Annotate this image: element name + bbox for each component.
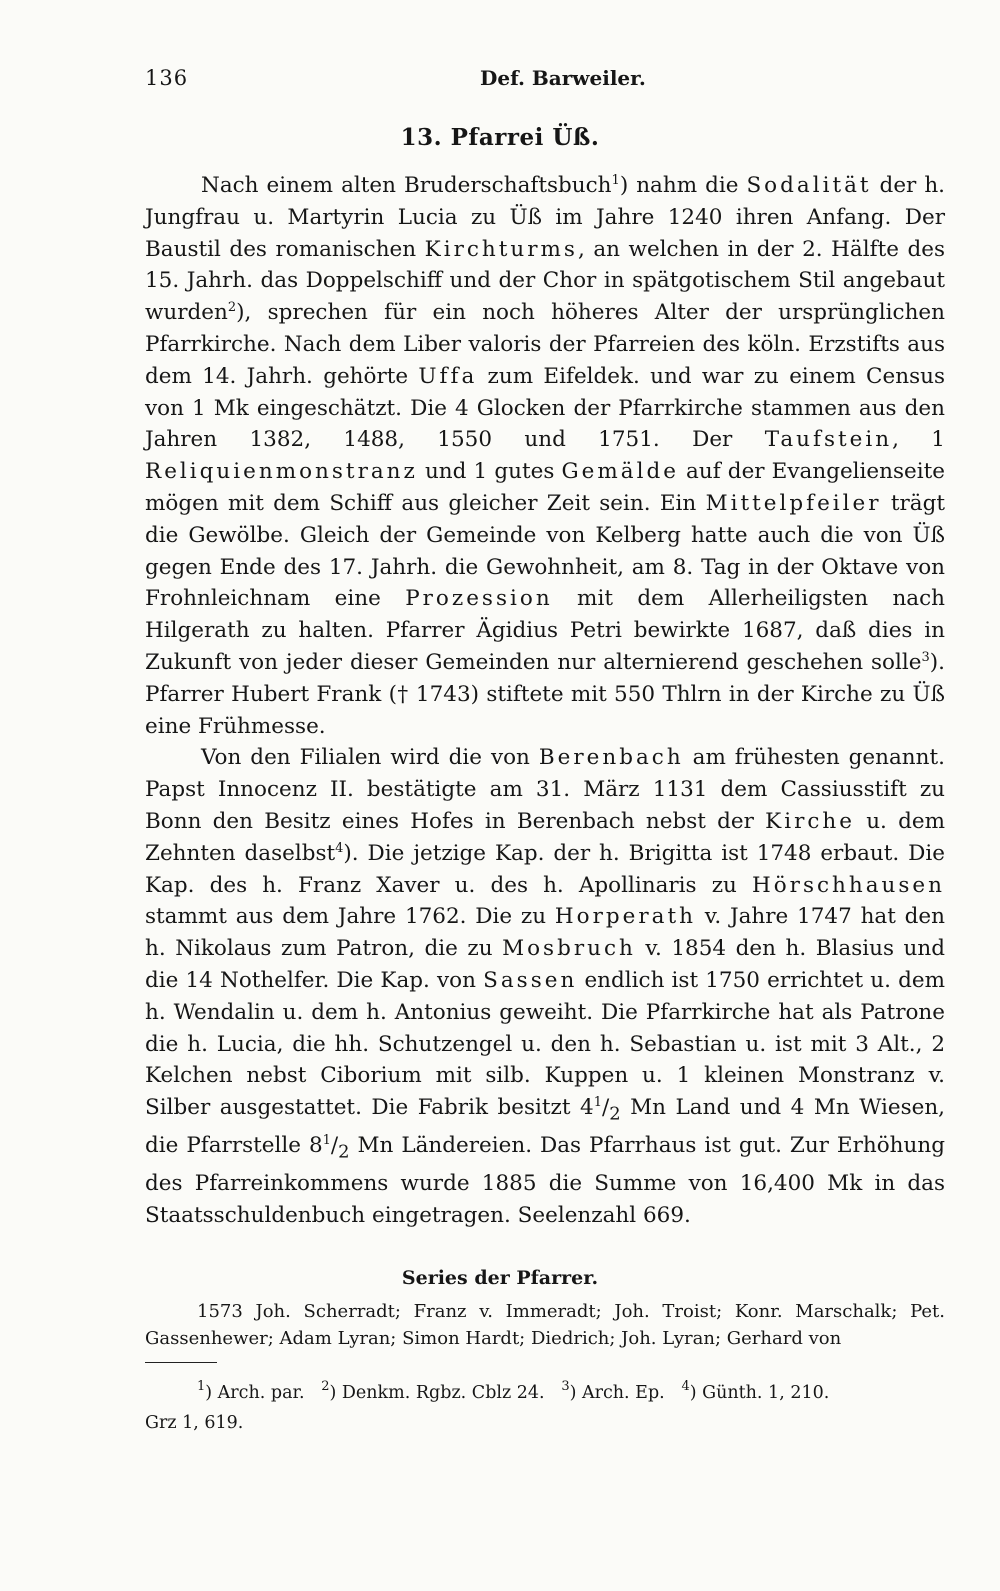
text-run: stammt aus dem Jahre 1762. Die zu — [145, 904, 555, 930]
text-run: ), sprechen für ein noch höheres Alter der ursprünglichen Pfarrkirche. Nach dem Liber valoris der Pfarreien des köln. Erzstifts aus dem 14. Jahrh. gehörte — [145, 300, 945, 389]
footnotes-line-2: Grz 1, 619. — [145, 1413, 244, 1433]
emphasis-prozession: Prozession — [405, 586, 553, 612]
footnote-marker-4: 4 — [681, 1379, 690, 1394]
fraction-denominator: 2 — [609, 1103, 621, 1125]
text-run: trägt die Gewölbe. Gleich der Gemeinde von Kelberg hatte auch die von Üß gegen Ende des 17. Jahrh. die Gewohnheit, am 8. Tag in der Oktave von Frohnleichnam eine — [145, 490, 945, 612]
emphasis-kirche: Kirche — [765, 808, 855, 834]
text-run: der h. Jungfrau u. Martyrin Lucia zu Üß im Jahre 1240 ihren Anfang. Der Baustil des romanischen — [145, 173, 945, 262]
text-run: Nach einem alten Bruderschaftsbuch — [201, 173, 612, 198]
footnotes-line-1 — [145, 1378, 945, 1408]
emphasis-berenbach: Berenbach — [538, 745, 684, 771]
text-run: , 1 — [892, 427, 945, 453]
section-heading: 13. Pfarrei Üß. — [400, 124, 600, 151]
text-run: ) nahm die — [619, 173, 747, 198]
text-run: , an welchen in der 2. Hälfte des 15. Jahrh. das Doppelschiff und der Chor in spätgotischem Stil angebaut wurden — [145, 236, 945, 326]
running-title: Def. Barweiler. — [480, 66, 646, 90]
footnote-1: ) Arch. par. — [205, 1383, 305, 1403]
series-list — [145, 1298, 945, 1352]
paragraph-2 — [145, 742, 945, 1232]
fraction-numerator: 1 — [322, 1133, 331, 1149]
fraction-numerator: 1 — [593, 1095, 602, 1111]
series-heading: Series der Pfarrer. — [401, 1267, 599, 1289]
text-run: und 1 gutes — [417, 459, 562, 485]
text-run: ). Die jetzige Kap. der h. Brigitta ist 1748 erbaut. Die Kap. des h. Franz Xaver u. des h. Apollinaris zu — [145, 840, 945, 898]
text-run: endlich ist 1750 errichtet u. dem h. Wendalin u. dem h. Antonius geweiht. Die Pfarrkirche hat als Patrone die h. Lucia, die hh. Schutzengel u. den h. Sebastian u. ist mit 3 Alt., 2 Kelchen nebst Ciborium mit silb. Kuppen u. 1 kleinen Monstranz v. Silber ausgestattet. Die Fabrik besitzt 4 — [145, 967, 945, 1121]
text-run: mit dem Allerheiligsten nach Hilgerath zu halten. Pfarrer Ägidius Petri bewirkte 1687, daß dies in Zukunft von jeder dieser Gemeinden nur alternierend geschehen solle — [145, 586, 946, 675]
running-head — [145, 66, 945, 102]
paragraph-1 — [145, 170, 945, 742]
emphasis-mittelpfeiler: Mittelpfeiler — [705, 490, 882, 516]
emphasis-hoerschhausen: Hörschhausen — [751, 872, 945, 898]
emphasis-mosbruch: Mosbruch — [502, 936, 636, 962]
footnote-ref-2: 2 — [227, 300, 237, 316]
emphasis-gemaelde: Gemälde — [561, 459, 679, 485]
text-run: v. 1854 den h. Blasius und die 14 Nothelfer. Die Kap. von — [145, 936, 945, 993]
fraction-slash: / — [330, 1133, 339, 1159]
text-run: v. Jahre 1747 hat den h. Nikolaus zum Patron, die zu — [145, 904, 945, 962]
text-run: Mn Land und 4 Mn Wiesen, die Pfarrstelle 8 — [145, 1095, 946, 1159]
body-text — [145, 170, 945, 1232]
emphasis-kirchturms: Kirchturms — [424, 236, 578, 262]
fraction-slash: / — [601, 1095, 610, 1121]
footnote-ref-4: 4 — [335, 840, 344, 856]
series-paragraph: 1573 Joh. Scherradt; Franz v. Immeradt; Joh. Troist; Konr. Marschalk; Pet. Gassenhewer; Adam Lyran; Simon Hardt; Diedrich; Joh. Lyran; Gerhard von — [145, 1301, 945, 1349]
emphasis-horperath: Horperath — [554, 904, 696, 930]
footnote-3: ) Arch. Ep. — [569, 1383, 665, 1403]
fraction-denominator: 2 — [338, 1141, 350, 1163]
footnote-rule — [145, 1362, 217, 1363]
text-run: am frühesten genannt. Papst Innocenz II. bestätigte am 31. März 1131 dem Cassiusstift zu Bonn den Besitz eines Hofes in Berenbach nebst der — [145, 745, 945, 834]
footnote-4: ) Günth. 1, 210. — [689, 1383, 830, 1403]
footnote-marker-3: 3 — [561, 1379, 570, 1394]
page-number: 136 — [145, 66, 189, 90]
text-run: zum Eifeldek. und war zu einem Census von 1 Mk eingeschätzt. Die 4 Glocken der Pfarrkirche stammen aus den Jahren 1382, 1488, 1550 und 1751. Der — [145, 363, 945, 453]
emphasis-uffa: Uffa — [418, 363, 478, 389]
footnotes — [145, 1378, 945, 1438]
footnote-ref-3: 3 — [921, 649, 930, 665]
emphasis-reliquienmonstranz: Reliquienmonstranz — [145, 459, 418, 485]
text-run: u. dem Zehnten daselbst — [145, 808, 945, 866]
text-run: ). Pfarrer Hubert Frank († 1743) stiftete mit 550 Thlrn in der Kirche zu Üß eine Frühmesse. — [145, 649, 945, 739]
emphasis-taufstein: Taufstein — [764, 427, 893, 453]
text-run: Von den Filialen wird die von — [201, 745, 539, 771]
footnote-ref-1: 1 — [611, 173, 620, 188]
footnote-marker-2: 2 — [321, 1379, 330, 1394]
footnote-marker-1: 1 — [197, 1379, 206, 1394]
text-run: Mn Ländereien. Das Pfarrhaus ist gut. Zur Erhöhung des Pfarreinkommens wurde 1885 die Summe von 16,400 Mk in das Staatsschuldenbuch eingetragen. Seelenzahl 669. — [145, 1133, 945, 1229]
emphasis-sodalitaet: Sodalität — [746, 173, 872, 198]
emphasis-sassen: Sassen — [483, 967, 578, 993]
text-run: auf der Evangelienseite mögen mit dem Schiff aus gleicher Zeit sein. Ein — [145, 459, 945, 516]
footnote-2: ) Denkm. Rgbz. Cblz 24. — [329, 1383, 545, 1403]
